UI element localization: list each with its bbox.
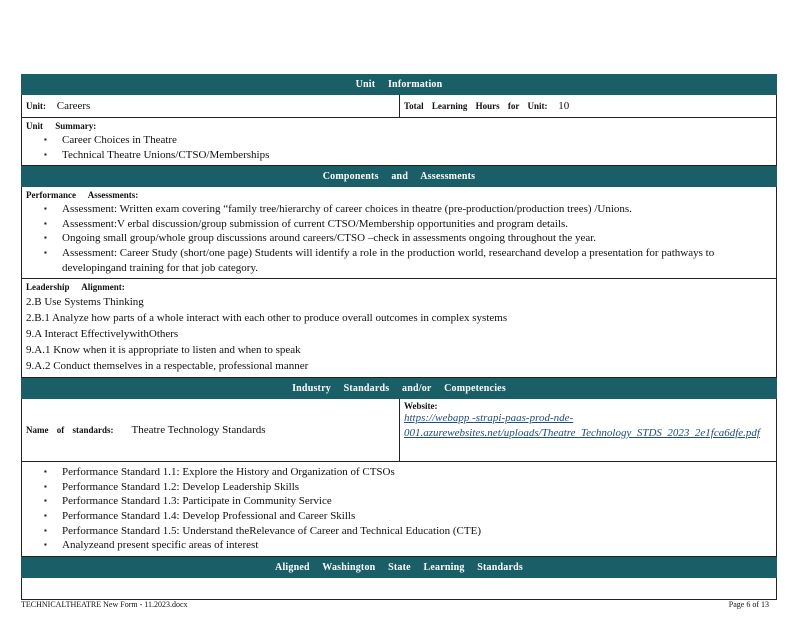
leadership-line: 9.A.1 Know when it is appropriate to listen and when to speak bbox=[26, 344, 301, 357]
footer-filename: TECHNICALTHEATRE New Form - 11.2023.docx bbox=[21, 600, 188, 609]
list-item: ▪ Performance Standard 1.3: Participate in Community Service bbox=[44, 495, 332, 508]
leadership-line: 9.A.2 Conduct themselves in a respectable, professional manner bbox=[26, 360, 309, 373]
components-band: Components and Assessments bbox=[21, 166, 777, 187]
bullet-icon: ▪ bbox=[44, 496, 47, 506]
bullet-icon: ▪ bbox=[44, 467, 47, 477]
list-item: ▪ Performance Standard 1.1: Explore the History and Organization of CTSOs bbox=[44, 466, 395, 479]
list-item: ▪ Technical Theatre Unions/CTSO/Memberships bbox=[44, 148, 270, 161]
bullet-icon: ▪ bbox=[44, 510, 47, 520]
list-item: ▪ Analyzeand present specific areas of interest bbox=[44, 539, 259, 552]
bullet-icon: ▪ bbox=[44, 481, 47, 491]
bullet-icon: ▪ bbox=[44, 218, 47, 228]
hours-label: Total Learning Hours for Unit: bbox=[404, 101, 548, 111]
bullet-icon: ▪ bbox=[44, 540, 47, 550]
list-item: ▪ Assessment: Written exam covering “family tree/hierarchy of career choices in theatre (pre-production/production trees) /Unions. bbox=[44, 203, 632, 216]
performance-label: Performance Assessments: bbox=[26, 190, 139, 201]
leadership-line: 9.A Interact EffectivelywithOthers bbox=[26, 328, 179, 341]
bullet-icon: ▪ bbox=[44, 204, 47, 214]
unit-row bbox=[21, 95, 777, 118]
website-link[interactable]: https://webapp -strapi-paas-prod-nde-001.azurewebsites.net/uploads/Theatre_Technology_STDS_2023_2e1fca6dfe.pdf bbox=[404, 412, 760, 440]
hours-value: 10 bbox=[558, 100, 570, 112]
performance-standards bbox=[21, 462, 777, 557]
unit-information-band: Unit Information bbox=[21, 74, 777, 95]
standards-name-label: Name of standards: bbox=[26, 425, 114, 436]
leadership-line: 2.B.1 Analyze how parts of a whole interact with each other to produce overall outcomes in complex systems bbox=[26, 312, 508, 325]
summary-label: Unit Summary: bbox=[26, 121, 97, 131]
bullet-icon: ▪ bbox=[44, 247, 47, 257]
list-item: ▪ Performance Standard 1.4: Develop Professional and Career Skills bbox=[44, 509, 356, 522]
bullet-icon: ▪ bbox=[44, 525, 47, 535]
list-item: ▪ Ongoing small group/whole group discussions around careers/CTSO –check in assessments ongoing throughout the year. bbox=[44, 232, 597, 245]
performance-assessments bbox=[21, 187, 777, 279]
standards-name-cell bbox=[22, 399, 400, 461]
unit-summary bbox=[21, 118, 777, 166]
unit-label: Unit: bbox=[26, 101, 46, 111]
list-item: ▪ Career Choices in Theatre bbox=[44, 134, 177, 146]
list-item: ▪ Performance Standard 1.2: Develop Leadership Skills bbox=[44, 480, 300, 493]
unit-value: Careers bbox=[56, 100, 91, 112]
website-cell bbox=[400, 399, 776, 461]
leadership-alignment bbox=[21, 279, 777, 378]
website-label: Website: bbox=[404, 401, 438, 412]
industry-standards-band: Industry Standards and/or Competencies bbox=[21, 378, 777, 399]
bullet-icon: ▪ bbox=[44, 135, 47, 144]
hours-cell bbox=[400, 95, 776, 117]
unit-cell bbox=[22, 95, 400, 117]
bullet-icon: ▪ bbox=[44, 149, 47, 159]
bullet-icon: ▪ bbox=[44, 233, 47, 243]
document-page bbox=[21, 74, 777, 600]
aligned-standards-body bbox=[21, 578, 777, 600]
footer-page-number: Page 6 of 13 bbox=[728, 600, 769, 609]
aligned-standards-band: Aligned Washington State Learning Standards bbox=[21, 557, 777, 578]
list-item: ▪ Assessment:V erbal discussion/group submission of current CTSO/Membership opportunities and program details. bbox=[44, 217, 569, 230]
list-item: ▪ Performance Standard 1.5: Understand theRelevance of Career and Technical Education (CTE) bbox=[44, 524, 481, 537]
standards-name-value: Theatre Technology Standards bbox=[131, 424, 266, 437]
leadership-line: 2.B Use Systems Thinking bbox=[26, 296, 144, 309]
standards-name-row bbox=[21, 399, 777, 462]
leadership-label: Leadership Alignment: bbox=[26, 282, 125, 293]
list-item: ▪ Assessment: Career Study (short/one page) Students will identify a role in the production world, researchand develop a presentation for pathways to developingand training for that job category. bbox=[44, 246, 715, 274]
